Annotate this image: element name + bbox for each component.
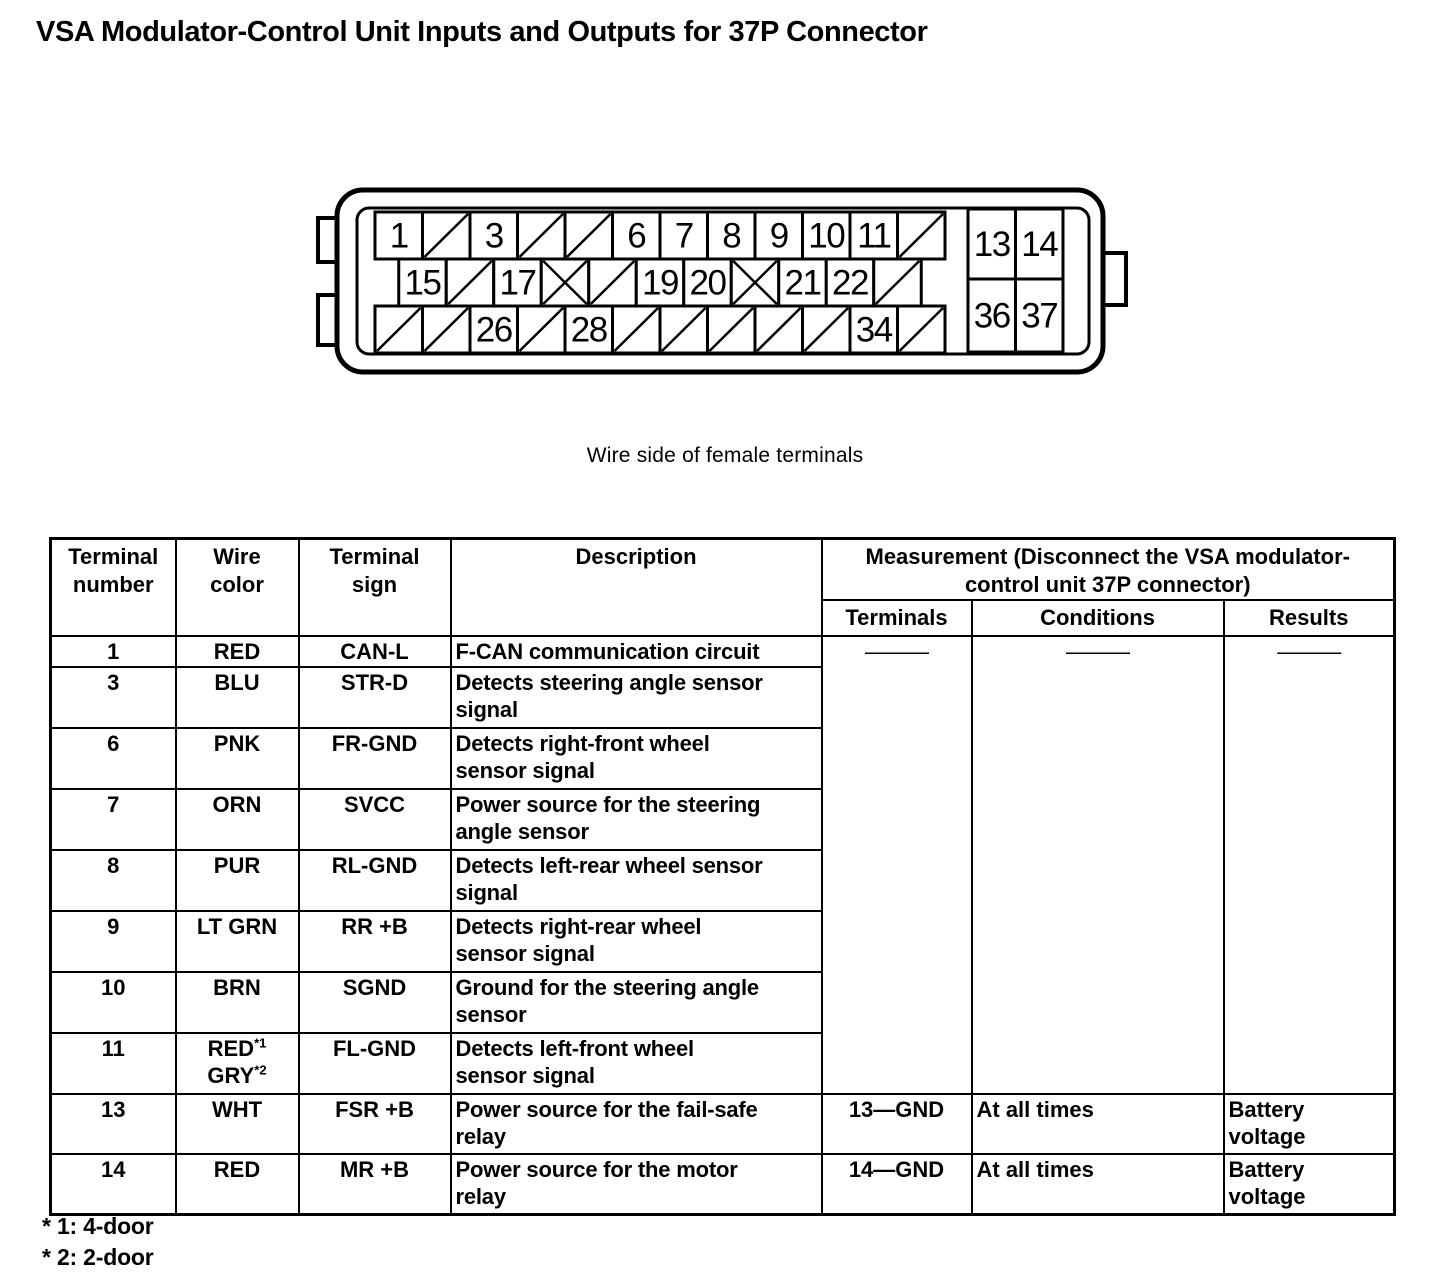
- description-line: Detects left-front wheel: [455, 1036, 694, 1061]
- cell-terminal-number: 13: [51, 1094, 176, 1154]
- pin-number-label: 7: [674, 216, 693, 256]
- table-row: [51, 636, 1395, 667]
- no-value-dash: ———: [1066, 639, 1129, 664]
- pin-number-label: 9: [769, 216, 788, 256]
- pin-number-label: 8: [722, 216, 741, 256]
- cell-wire-color: [176, 972, 299, 1033]
- cell-description: [451, 667, 822, 728]
- wire-color-line: BRN: [213, 975, 261, 1000]
- cell-meas-terminals: 13—GND: [822, 1094, 972, 1154]
- table-header-row: [51, 539, 1395, 601]
- header-terminals: Terminals: [822, 600, 972, 636]
- description-line: Ground for the steering angle: [455, 975, 759, 1000]
- wire-color-line: PUR: [213, 853, 261, 878]
- cell-terminal-sign: SGND: [299, 972, 451, 1033]
- wire-color-line: WHT: [211, 1097, 263, 1122]
- description-line: sensor signal: [455, 941, 595, 966]
- cell-terminal-number: 9: [51, 911, 176, 972]
- table-row: [51, 1154, 1395, 1214]
- wire-color-line: RED: [213, 1157, 261, 1182]
- description-line: angle sensor: [455, 819, 589, 844]
- cell-wire-color: [176, 728, 299, 789]
- cell-description: [451, 1094, 822, 1154]
- header-line: number: [72, 572, 154, 597]
- pin-number-label: 34: [855, 310, 892, 350]
- pin-number-label: 6: [627, 216, 646, 256]
- connector-37p-figure: [305, 178, 1145, 393]
- cell-terminal-number: 8: [51, 850, 176, 911]
- description-line: Power source for the motor: [455, 1157, 738, 1182]
- cell-terminal-number: 11: [51, 1033, 176, 1094]
- page-title: VSA Modulator-Control Unit Inputs and Outputs for 37P Connector: [36, 16, 928, 48]
- description-line: Power source for the fail-safe: [455, 1097, 758, 1122]
- pin-number-label: 3: [484, 216, 503, 256]
- wire-color-line: GRY$^{*2}$: [207, 1062, 267, 1088]
- cell-terminal-number: 14: [51, 1154, 176, 1214]
- pin-number-label: 13: [973, 225, 1010, 264]
- footnote-2: * 2: 2-door: [42, 1244, 154, 1270]
- connector-caption: Wire side of female terminals: [586, 444, 864, 467]
- cell-meas-terminals: 14—GND: [822, 1154, 972, 1214]
- cell-description: [451, 972, 822, 1033]
- pin-number-label: 10: [808, 216, 845, 256]
- description-line: relay: [455, 1184, 506, 1209]
- wire-color-line: ORN: [212, 792, 262, 817]
- header-results: Results: [1224, 600, 1395, 636]
- wire-color-line: PNK: [213, 731, 261, 756]
- pin-number-label: 15: [404, 263, 441, 303]
- io-table-wrap: [49, 537, 1396, 1216]
- wire-color-line: RED$^{*1}$: [207, 1035, 267, 1061]
- cell-wire-color: [176, 667, 299, 728]
- description-line: signal: [455, 697, 518, 722]
- result-line: voltage: [1228, 1124, 1306, 1149]
- pin-number-label: 37: [1021, 296, 1058, 336]
- cell-wire-color: [176, 1033, 299, 1094]
- table-row: [51, 1094, 1395, 1154]
- cell-terminal-sign: RR +B: [299, 911, 451, 972]
- cell-description: [451, 728, 822, 789]
- wire-color-line: BLU: [214, 670, 260, 695]
- wire-color-line: LT GRN: [196, 914, 278, 939]
- description-line: Detects steering angle sensor: [455, 670, 763, 695]
- cell-description: [451, 1033, 822, 1094]
- pin-number-label: 17: [499, 263, 536, 303]
- wire-color-line: RED: [213, 639, 261, 664]
- pin-number-label: 19: [642, 263, 678, 303]
- pin-number-label: 36: [973, 296, 1010, 336]
- pin-number-label: 20: [689, 263, 726, 303]
- header-line: sign: [351, 572, 398, 597]
- cell-wire-color: [176, 1154, 299, 1214]
- cell-meas-conditions-empty: [972, 636, 1224, 1094]
- header-terminal-sign: [299, 539, 451, 637]
- cell-terminal-sign: SVCC: [299, 789, 451, 850]
- result-line: Battery: [1228, 1097, 1305, 1122]
- description-line: Detects right-front wheel: [455, 731, 710, 756]
- header-line: Terminal: [68, 544, 159, 569]
- cell-description: [451, 850, 822, 911]
- cell-wire-color: [176, 911, 299, 972]
- cell-terminal-sign: STR-D: [299, 667, 451, 728]
- header-line: control unit 37P connector): [964, 572, 1251, 597]
- pin-number-label: 28: [570, 310, 607, 350]
- cell-meas-results: [1224, 1094, 1395, 1154]
- cell-terminal-number: 3: [51, 667, 176, 728]
- cell-terminal-sign: FL-GND: [299, 1033, 451, 1094]
- description-line: Detects right-rear wheel: [455, 914, 702, 939]
- no-value-dash: ———: [865, 639, 928, 664]
- cell-terminal-number: 7: [51, 789, 176, 850]
- cell-terminal-number: 1: [51, 636, 176, 667]
- cell-terminal-sign: FSR +B: [299, 1094, 451, 1154]
- description-line: signal: [455, 880, 518, 905]
- cell-wire-color: [176, 636, 299, 667]
- header-wire-color: [176, 539, 299, 637]
- cell-meas-conditions: At all times: [972, 1154, 1224, 1214]
- header-description: Description: [451, 539, 822, 637]
- pin-number-label: 11: [857, 216, 891, 256]
- header-conditions: Conditions: [972, 600, 1224, 636]
- pin-number-label: 21: [784, 263, 821, 303]
- pin-number-label: 26: [475, 310, 512, 350]
- footnote-1: * 1: 4-door: [42, 1213, 154, 1239]
- description-line: F-CAN communication circuit: [455, 639, 760, 664]
- cell-wire-color: [176, 1094, 299, 1154]
- footnotes: [42, 1211, 154, 1273]
- cell-terminal-number: 6: [51, 728, 176, 789]
- no-value-dash: ———: [1277, 639, 1341, 664]
- pin-number-label: 22: [832, 263, 868, 303]
- cell-description: [451, 1154, 822, 1214]
- header-line: color: [210, 572, 264, 597]
- description-line: sensor signal: [455, 758, 595, 783]
- cell-terminal-sign: FR-GND: [299, 728, 451, 789]
- cell-meas-results-empty: [1224, 636, 1395, 1094]
- cell-description: [451, 911, 822, 972]
- description-line: Power source for the steering: [455, 792, 761, 817]
- description-line: sensor signal: [455, 1063, 595, 1088]
- cell-wire-color: [176, 789, 299, 850]
- connector-diagram: [305, 178, 1145, 393]
- header-line: Measurement (Disconnect the VSA modulator-: [865, 544, 1350, 569]
- description-line: Detects left-rear wheel sensor: [455, 853, 763, 878]
- header-line: Wire: [213, 544, 261, 569]
- description-line: relay: [455, 1124, 506, 1149]
- description-line: sensor: [455, 1002, 527, 1027]
- result-line: Battery: [1228, 1157, 1305, 1182]
- cell-terminal-sign: RL-GND: [299, 850, 451, 911]
- result-line: voltage: [1228, 1184, 1306, 1209]
- cell-meas-results: [1224, 1154, 1395, 1214]
- header-line: Terminal: [329, 544, 420, 569]
- pin-number-label: 14: [1021, 225, 1058, 264]
- cell-description: [451, 789, 822, 850]
- io-table: [49, 537, 1396, 1216]
- header-terminal-number: [51, 539, 176, 637]
- cell-description: [451, 636, 822, 667]
- cell-terminal-number: 10: [51, 972, 176, 1033]
- cell-terminal-sign: MR +B: [299, 1154, 451, 1214]
- cell-wire-color: [176, 850, 299, 911]
- cell-terminal-sign: CAN-L: [299, 636, 451, 667]
- cell-meas-conditions: At all times: [972, 1094, 1224, 1154]
- cell-meas-terminals-empty: [822, 636, 972, 1094]
- pin-number-label: 1: [389, 216, 408, 256]
- header-measurement: [822, 539, 1395, 601]
